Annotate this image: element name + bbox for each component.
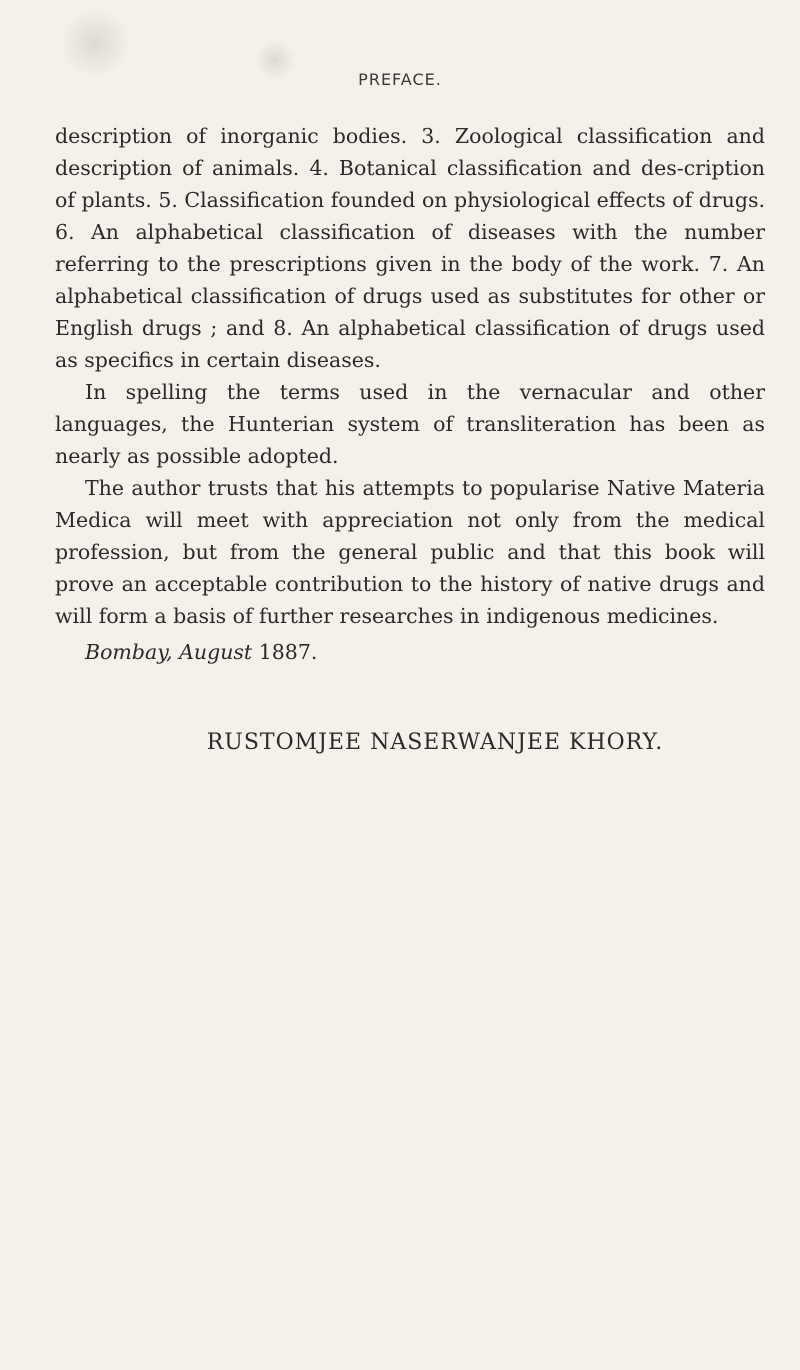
dateline-place-date: Bombay, August	[85, 640, 253, 664]
paragraph-author-trust: The author trusts that his attempts to popularise Native Materia Medica will meet with appreciation not only from the medical profession, but from the general public and that this book will prove an acceptable contribution to the history of native drugs and will form a basis of further researches in indigenous medicines.	[55, 476, 765, 628]
dateline	[55, 636, 765, 668]
body-text	[55, 120, 765, 668]
dateline-year: 1887.	[258, 640, 318, 664]
paragraph-transliteration: In spelling the terms used in the vernacular and other languages, the Hunterian system of transliteration has been as nearly as possible adopted.	[55, 380, 765, 468]
paper-stain	[60, 8, 130, 78]
author-signature: RUSTOMJEE NASERWANJEE KHORY.	[206, 730, 664, 755]
running-head: PREFACE.	[358, 70, 442, 89]
paragraph-continuation: description of inorganic bodies. 3. Zoological classification and description of animals. 4. Botanical classification and des-cription of plants. 5. Classification founded on physiological effects of drugs. 6. An alphabetical classification of diseases with the number referring to the prescriptions given in the body of the work. 7. An alphabetical classification of drugs used as substitutes for other or English drugs ; and 8. An alphabetical classification of drugs used as specifics in certain diseases.	[55, 124, 765, 372]
